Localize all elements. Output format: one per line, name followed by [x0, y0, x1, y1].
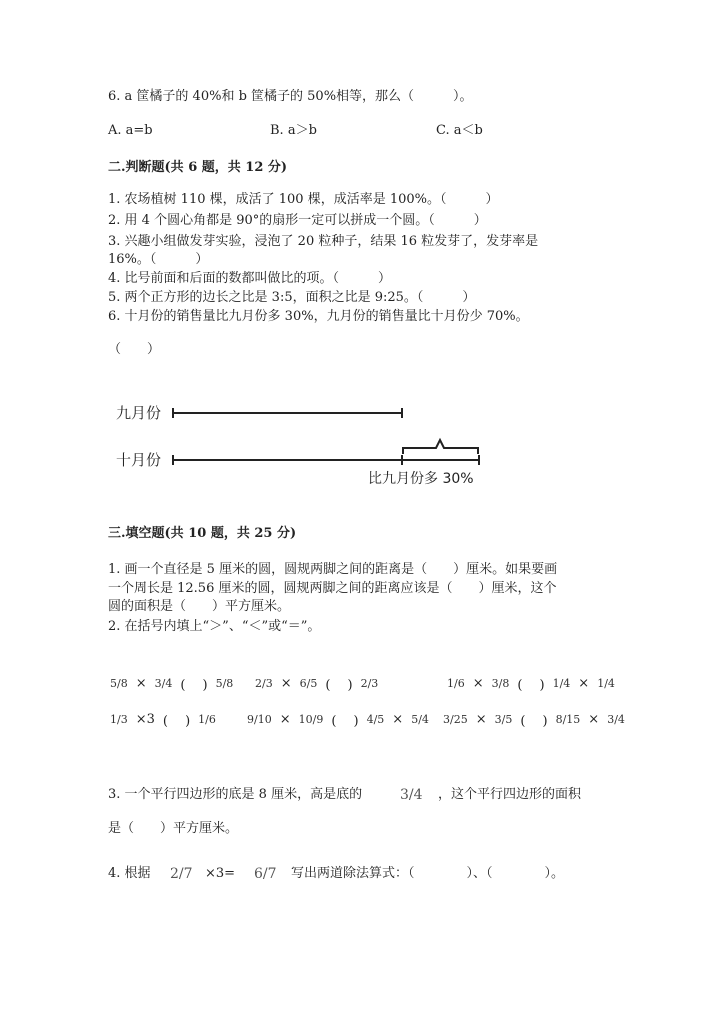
fill-q1-line1: 1. 画一个直径是 5 厘米的圆，圆规两脚之间的距离是（ ）厘米。如果要画 — [108, 562, 558, 577]
fraction: 1/6 — [198, 713, 216, 726]
line-diagram — [100, 380, 500, 490]
judge-item-6-blank: （ ） — [108, 342, 161, 357]
fill-q1-line3: 圆的面积是（ ）平方厘米。 — [108, 599, 291, 614]
section-3-heading: 三.填空题(共 10 题，共 25 分) — [108, 526, 297, 541]
answer-blank: ( ) — [517, 678, 545, 693]
answer-blank: ( ) — [331, 714, 359, 729]
answer-blank: ( ) — [325, 678, 353, 693]
fraction: 1/6 — [447, 677, 465, 690]
fill-q4-part3: 写出两道除法算式：（ ）、（ ）。 — [291, 866, 565, 881]
judge-item-3-cont: 16%。（ ） — [108, 252, 209, 267]
fraction: 1/4 — [552, 677, 571, 690]
fraction: 1/3 — [110, 713, 128, 726]
operator: × — [475, 712, 487, 727]
fraction: 5/8 — [215, 677, 234, 690]
fraction: 3/4 — [400, 787, 423, 803]
section-2-heading: 二.判断题(共 6 题，共 12 分) — [108, 160, 288, 175]
compare-expr-1 — [110, 674, 233, 693]
compare-expr-2 — [255, 674, 378, 693]
question-6: 6. a 筐橘子的 40%和 b 筐橘子的 50%相等，那么（ ）。 — [108, 89, 473, 104]
compare-expr-4 — [110, 710, 216, 729]
fraction: 5/8 — [110, 677, 128, 690]
fraction: 1/4 — [597, 677, 615, 690]
fill-q3-part2: ，这个平行四边形的面积 — [438, 787, 582, 802]
judge-item-1: 1. 农场植树 110 棵，成活了 100 棵，成活率是 100%。（ ） — [108, 192, 499, 207]
fill-q3-part1: 3. 一个平行四边形的底是 8 厘米，高是底的 — [108, 787, 363, 802]
judge-item-6: 6. 十月份的销售量比九月份多 30%，九月份的销售量比十月份少 70%。 — [108, 309, 529, 324]
option-b: B. a＞b — [270, 123, 317, 138]
operator: ×3 — [135, 712, 155, 727]
fraction: 5/4 — [411, 713, 429, 726]
operator: × — [578, 676, 590, 691]
operator: × — [135, 676, 147, 691]
judge-item-3: 3. 兴趣小组做发芽实验，浸泡了 20 粒种子，结果 16 粒发芽了，发芽率是 — [108, 234, 539, 249]
compare-expr-5 — [247, 710, 429, 729]
option-c: C. a＜b — [436, 123, 483, 138]
fraction: 2/3 — [255, 677, 273, 690]
fill-q3-part3: 是（ ）平方厘米。 — [108, 821, 239, 836]
fraction: 6/5 — [299, 677, 318, 690]
fraction: 8/15 — [555, 713, 581, 726]
judge-item-2: 2. 用 4 个圆心角都是 90°的扇形一定可以拼成一个圆。（ ） — [108, 213, 487, 228]
fraction: 10/9 — [298, 713, 324, 726]
option-a: A. a=b — [108, 123, 153, 138]
fill-q1-line2: 一个周长是 12.56 厘米的圆，圆规两脚之间的距离应该是（ ）厘米，这个 — [108, 581, 557, 596]
fraction: 9/10 — [247, 713, 272, 726]
fraction: 2/3 — [360, 677, 379, 690]
operator: × — [279, 712, 291, 727]
brace — [403, 440, 478, 454]
fraction: 4/5 — [366, 713, 385, 726]
fraction: 3/8 — [491, 677, 510, 690]
fraction: 3/4 — [154, 677, 173, 690]
answer-blank: ( ) — [162, 714, 191, 729]
oct-label: 十月份 — [116, 451, 162, 469]
fill-q2: 2. 在括号内填上“＞”、“＜”或“＝”。 — [108, 619, 321, 634]
operator: × — [392, 712, 404, 727]
judge-item-4: 4. 比号前面和后面的数都叫做比的项。（ ） — [108, 271, 392, 286]
answer-blank: ( ) — [180, 678, 208, 693]
fill-q4-part1: 4. 根据 — [108, 866, 151, 881]
answer-blank: ( ) — [520, 714, 548, 729]
operator: × — [280, 676, 292, 691]
operator: × — [588, 712, 600, 727]
sept-label: 九月份 — [116, 404, 162, 422]
compare-expr-6 — [443, 710, 625, 729]
fraction: 3/5 — [494, 713, 513, 726]
operator: × — [472, 676, 484, 691]
fraction: 6/7 — [254, 866, 277, 882]
fraction: 3/25 — [443, 713, 468, 726]
compare-expr-3 — [447, 674, 615, 693]
fraction: 3/4 — [607, 713, 625, 726]
fraction: 2/7 — [170, 866, 193, 882]
fill-q4-part2: ×3= — [205, 866, 236, 881]
increase-note: 比九月份多 30% — [368, 471, 474, 487]
judge-item-5: 5. 两个正方形的边长之比是 3:5，面积之比是 9:25。（ ） — [108, 290, 476, 305]
